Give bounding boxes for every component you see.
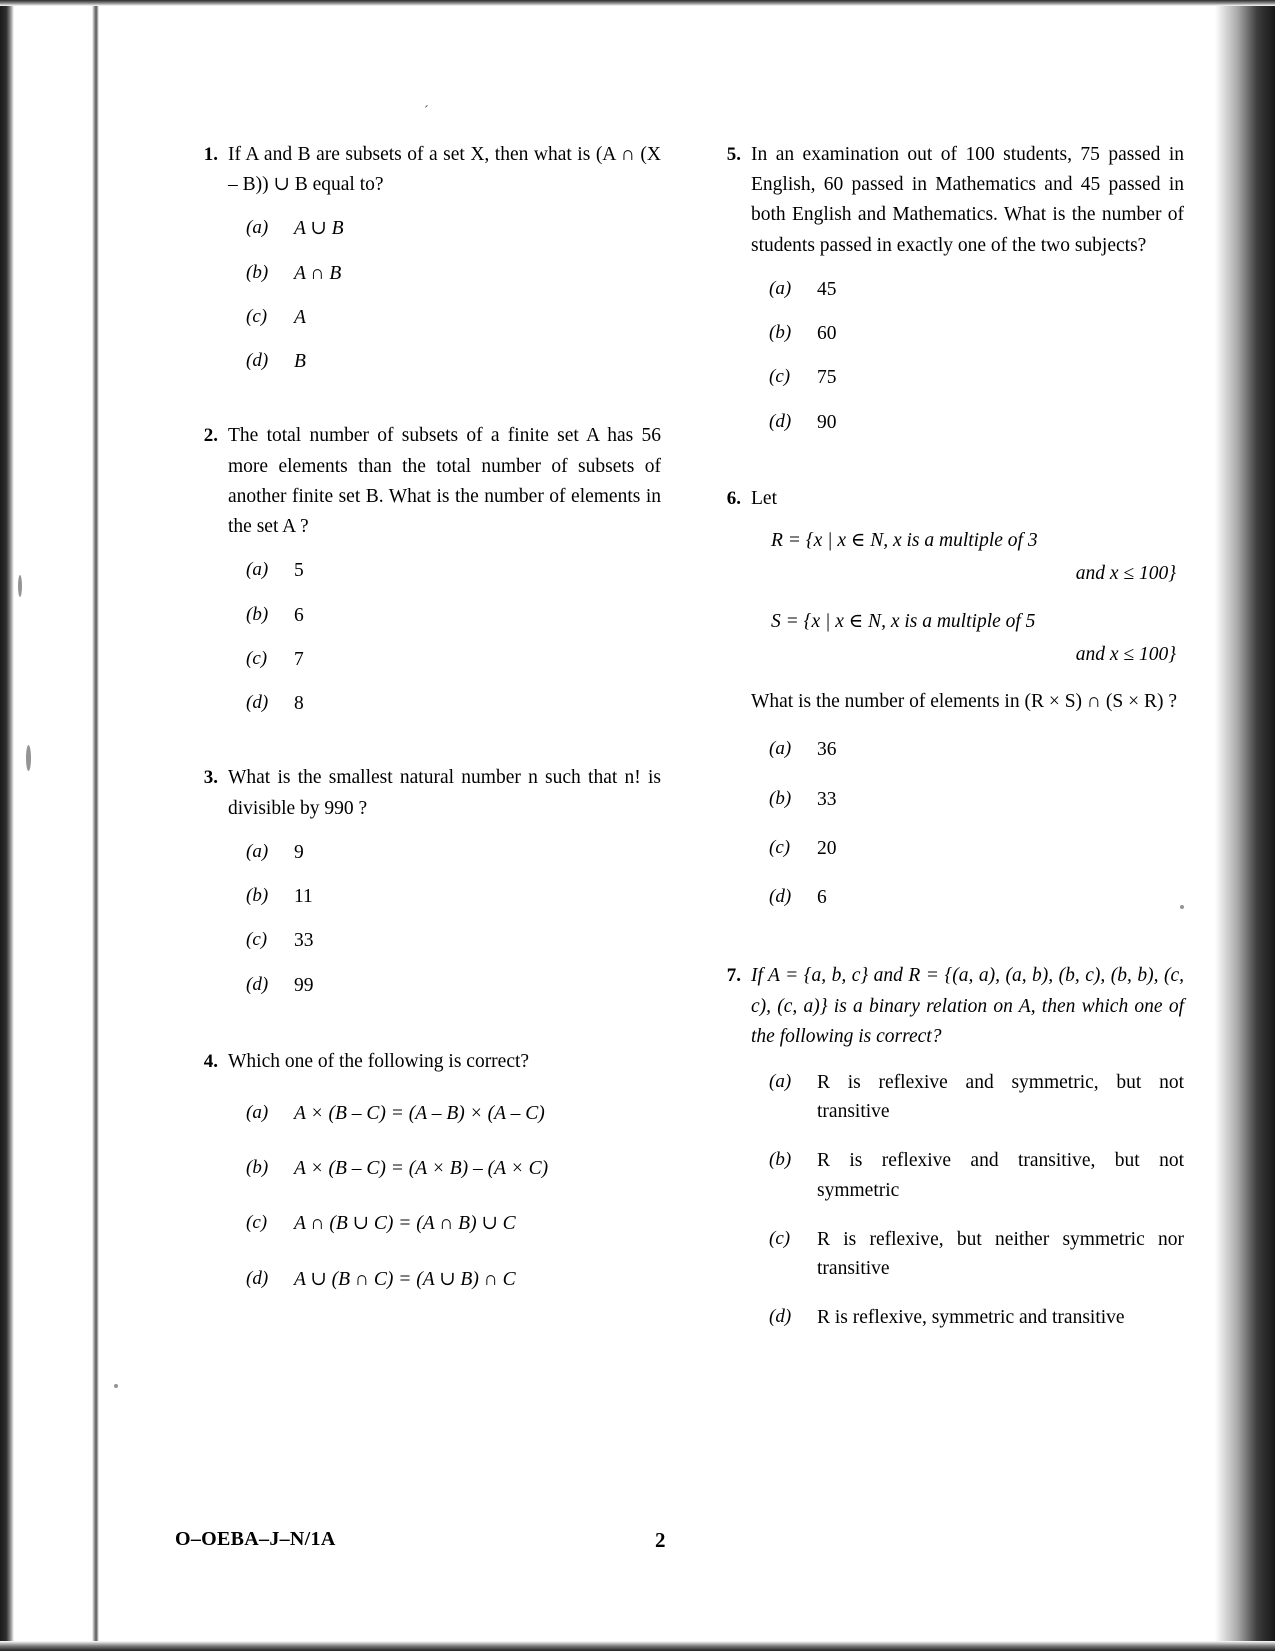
option-list: [228, 214, 661, 376]
question-number: 6.: [726, 487, 741, 509]
question-body: [228, 1047, 661, 1309]
question-2: [180, 421, 661, 733]
question-number: 7.: [726, 965, 741, 987]
option-a[interactable]: [751, 275, 1184, 304]
question-body: [228, 421, 661, 733]
option-letter: (b): [769, 322, 792, 344]
option-d[interactable]: [228, 689, 661, 718]
question-body: [228, 140, 661, 391]
scan-edge-left-inner: [92, 0, 99, 1651]
option-text: 45: [817, 278, 837, 300]
option-letter: (d): [769, 1306, 792, 1328]
option-letter: (c): [769, 1227, 791, 1249]
option-b[interactable]: [751, 1146, 1184, 1205]
question-7: [703, 961, 1184, 1347]
option-text: 6: [817, 887, 827, 909]
page-footer: [175, 1528, 1180, 1551]
option-text: 11: [294, 886, 313, 907]
option-c[interactable]: [228, 1209, 661, 1238]
option-list: [228, 1099, 661, 1294]
option-d[interactable]: [751, 408, 1184, 437]
option-list: [751, 275, 1184, 437]
option-a[interactable]: [228, 1099, 661, 1128]
option-b[interactable]: [228, 1154, 661, 1183]
option-text: A ∩ B: [294, 262, 342, 284]
option-b[interactable]: [751, 319, 1184, 348]
question-stem: What is the smallest natural number n such that n! is divisible by 990 ?: [228, 767, 661, 819]
option-d[interactable]: [228, 347, 661, 376]
option-text: 60: [817, 323, 837, 345]
option-list: [751, 1068, 1184, 1333]
option-letter: (c): [769, 366, 791, 388]
question-3: [180, 763, 661, 1014]
scan-edge-top: [0, 0, 1275, 6]
option-letter: (a): [769, 738, 792, 760]
option-text: 8: [294, 693, 304, 715]
question-5: [703, 140, 1184, 452]
option-text: A: [294, 306, 306, 328]
question-body: [228, 763, 661, 1014]
option-letter: (a): [246, 840, 269, 862]
option-letter: (b): [246, 1157, 269, 1179]
question-1: [180, 140, 661, 391]
question-body: [751, 140, 1184, 452]
question-columns: [180, 140, 1185, 1374]
option-text: R is reflexive, but neither symmetric nor transitive: [817, 1228, 1184, 1280]
option-list: [228, 838, 661, 1000]
scan-edge-bottom: [0, 1641, 1275, 1651]
page-number: 2: [655, 1528, 666, 1552]
option-letter: (c): [246, 647, 268, 669]
column-left: [180, 140, 661, 1374]
option-letter: (a): [246, 1101, 269, 1123]
scan-edge-left: [0, 0, 14, 1651]
question-number: 1.: [203, 144, 218, 165]
option-c[interactable]: [228, 926, 661, 955]
option-d[interactable]: [751, 883, 1184, 912]
option-letter: (a): [246, 559, 269, 581]
option-text: 99: [294, 974, 314, 996]
page-top-mark: ´: [424, 104, 429, 119]
option-text: 36: [817, 739, 837, 761]
option-letter: (d): [769, 410, 792, 432]
option-d[interactable]: [228, 1265, 661, 1294]
option-text: 75: [817, 367, 837, 389]
option-letter: (b): [246, 261, 269, 283]
set-definition-s: S = {x | x ∈ N, x is a multiple of 5: [771, 610, 1036, 632]
question-stem: If A = {a, b, c} and R = {(a, a), (a, b), (b, c), (b, b), (c, c), (c, a)} is a binary relation on A, then which one of the following is correct?: [751, 965, 1184, 1047]
option-text: 7: [294, 648, 304, 670]
option-letter: (a): [246, 217, 269, 239]
option-text: A ∪ B: [294, 218, 344, 240]
option-letter: (c): [246, 305, 268, 327]
option-c[interactable]: [751, 834, 1184, 863]
option-text: 20: [817, 837, 837, 859]
question-4: [180, 1047, 661, 1309]
option-text: 33: [294, 930, 314, 952]
option-a[interactable]: [228, 214, 661, 243]
option-text: 5: [294, 560, 304, 582]
option-letter: (d): [769, 886, 792, 908]
question-stem: If A and B are subsets of a set X, then what is (A ∩ (X – B)) ∪ B equal to?: [228, 144, 661, 196]
option-text: R is reflexive, symmetric and transitive: [817, 1307, 1125, 1329]
paper-code: O–OEBA–J–N/1A: [175, 1528, 336, 1550]
question-stem: Let: [751, 487, 777, 509]
question-stem: In an examination out of 100 students, 75 passed in English, 60 passed in Mathematics and 45 passed in both English and Mathematics. What is the number of students passed in exactly one of the two subjects?: [751, 144, 1184, 256]
question-number: 5.: [726, 144, 741, 165]
option-text: R is reflexive and transitive, but not symmetric: [817, 1150, 1184, 1201]
option-text: R is reflexive and symmetric, but not transitive: [817, 1071, 1184, 1123]
option-text: 6: [294, 604, 304, 626]
set-definition-r-continued: and x ≤ 100}: [1075, 563, 1176, 585]
question-body: [751, 961, 1184, 1347]
option-b[interactable]: [228, 259, 661, 288]
option-letter: (d): [246, 973, 269, 995]
set-definition-r: R = {x | x ∈ N, x is a multiple of 3: [771, 530, 1038, 552]
option-letter: (c): [246, 929, 268, 951]
option-text: 33: [817, 788, 837, 810]
scan-speck: [26, 745, 31, 771]
question-number: 3.: [203, 767, 218, 789]
question-stem: Which one of the following is correct?: [228, 1050, 530, 1072]
option-c[interactable]: [751, 1225, 1184, 1284]
question-body: [751, 484, 1184, 927]
option-letter: (b): [769, 1149, 792, 1171]
option-text: A ∩ (B ∪ C) = (A ∩ B) ∪ C: [294, 1213, 516, 1235]
option-text: A ∪ (B ∩ C) = (A ∪ B) ∩ C: [294, 1268, 516, 1290]
option-letter: (d): [246, 692, 269, 714]
option-c[interactable]: [228, 303, 661, 332]
option-letter: (b): [246, 603, 269, 625]
scan-speck: [18, 575, 22, 597]
option-a[interactable]: [751, 735, 1184, 764]
option-text: A × (B – C) = (A – B) × (A – C): [294, 1102, 545, 1124]
option-c[interactable]: [228, 645, 661, 674]
option-letter: (b): [769, 787, 792, 809]
option-a[interactable]: [228, 838, 661, 867]
option-a[interactable]: [228, 556, 661, 585]
scan-speck: [114, 1384, 118, 1388]
option-letter: (d): [246, 1267, 269, 1289]
question-sub-stem: What is the number of elements in (R × S) ∩ (S × R) ?: [751, 691, 1178, 713]
option-letter: (a): [769, 277, 792, 299]
question-number: 2.: [203, 425, 218, 447]
option-c[interactable]: [751, 363, 1184, 392]
option-b[interactable]: [228, 601, 661, 630]
option-letter: (c): [769, 836, 791, 858]
scan-edge-right: [1215, 0, 1275, 1651]
set-definition-s-continued: and x ≤ 100}: [1075, 643, 1176, 665]
option-text: B: [294, 351, 306, 373]
option-d[interactable]: [751, 1303, 1184, 1332]
option-letter: (d): [246, 350, 269, 372]
option-text: A × (B – C) = (A × B) – (A × C): [294, 1158, 549, 1180]
question-number: 4.: [203, 1050, 218, 1072]
option-letter: (a): [769, 1070, 792, 1092]
column-right: [703, 140, 1184, 1374]
question-stem: The total number of subsets of a finite set A has 56 more elements than the total number of subsets of another finite set B. What is the number of elements in the set A ?: [228, 425, 661, 538]
option-list: [751, 735, 1184, 912]
option-text: 9: [294, 841, 304, 863]
set-definitions: [771, 526, 1184, 669]
option-d[interactable]: [228, 971, 661, 1000]
question-6: [703, 484, 1184, 927]
option-letter: (c): [246, 1212, 268, 1234]
option-list: [228, 556, 661, 718]
option-a[interactable]: [751, 1068, 1184, 1127]
option-text: 90: [817, 411, 837, 433]
option-b[interactable]: [751, 785, 1184, 814]
option-letter: (b): [246, 885, 269, 906]
option-b[interactable]: [228, 882, 661, 911]
